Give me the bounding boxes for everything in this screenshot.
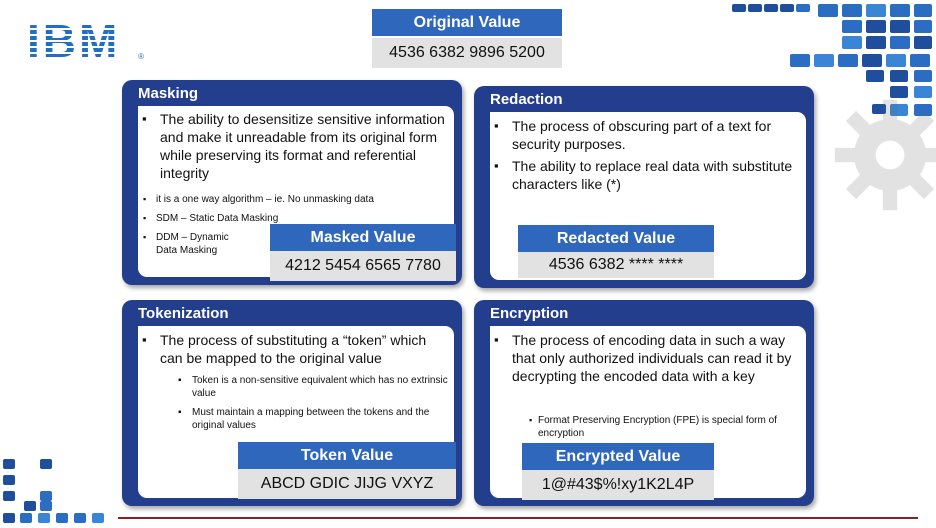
tokenization-sub-2: ▪ Must maintain a mapping between the tokens and the original values — [192, 406, 452, 432]
masking-title: Masking — [138, 85, 199, 102]
original-value: 4536 6382 9896 5200 — [372, 38, 562, 68]
redacted-value: 4536 6382 **** **** — [518, 252, 714, 278]
redacted-value-label: Redacted Value — [518, 225, 714, 252]
footer-divider — [118, 517, 918, 519]
masking-sub-3: ▪ DDM – Dynamic Data Masking — [148, 231, 238, 257]
ibm-logo-reg-mark: ® — [138, 52, 144, 61]
redaction-bullet-2: ▪ The ability to replace real data with substitute characters like (*) — [512, 157, 802, 193]
gear-icon — [830, 95, 936, 215]
ibm-logo — [27, 15, 135, 67]
masked-value: 4212 5454 6565 7780 — [270, 251, 456, 281]
token-value-label: Token Value — [238, 442, 456, 469]
redaction-bullet-1: ▪ The process of obscuring part of a text for security purposes. — [512, 117, 802, 153]
masking-sub-2: ▪ SDM – Static Data Masking — [148, 212, 446, 225]
encrypted-value-label: Encrypted Value — [522, 443, 714, 470]
masking-sub-1: ▪ it is a one way algorithm – ie. No unmasking data — [148, 193, 446, 206]
ibm-logo-text: IBM — [27, 18, 135, 64]
tokenization-bullet: ▪ The process of substituting a “token” which can be mapped to the original value — [160, 331, 452, 367]
tokenization-title: Tokenization — [138, 305, 229, 322]
original-value-label: Original Value — [372, 9, 562, 36]
encryption-bullet: ▪ The process of encoding data in such a way that only authorized individuals can read it by decrypting the encoded data with a key — [512, 331, 804, 385]
decorative-squares-bottom-left — [0, 455, 120, 528]
token-value: ABCD GDIC JIJG VXYZ — [238, 469, 456, 499]
tokenization-sub-1: ▪ Token is a non-sensitive equivalent which has no extrinsic value — [192, 374, 452, 400]
encrypted-value: 1@#43$%!xy1K2L4P — [522, 470, 714, 500]
redaction-title: Redaction — [490, 91, 563, 108]
encryption-sub: ▪ Format Preserving Encryption (FPE) is special form of encryption — [534, 414, 808, 440]
masked-value-label: Masked Value — [270, 224, 456, 251]
encryption-title: Encryption — [490, 305, 569, 322]
masking-bullet: ▪ The ability to desensitize sensitive information and make it unreadable from its original form while preserving its format and referential integrity — [160, 110, 452, 182]
